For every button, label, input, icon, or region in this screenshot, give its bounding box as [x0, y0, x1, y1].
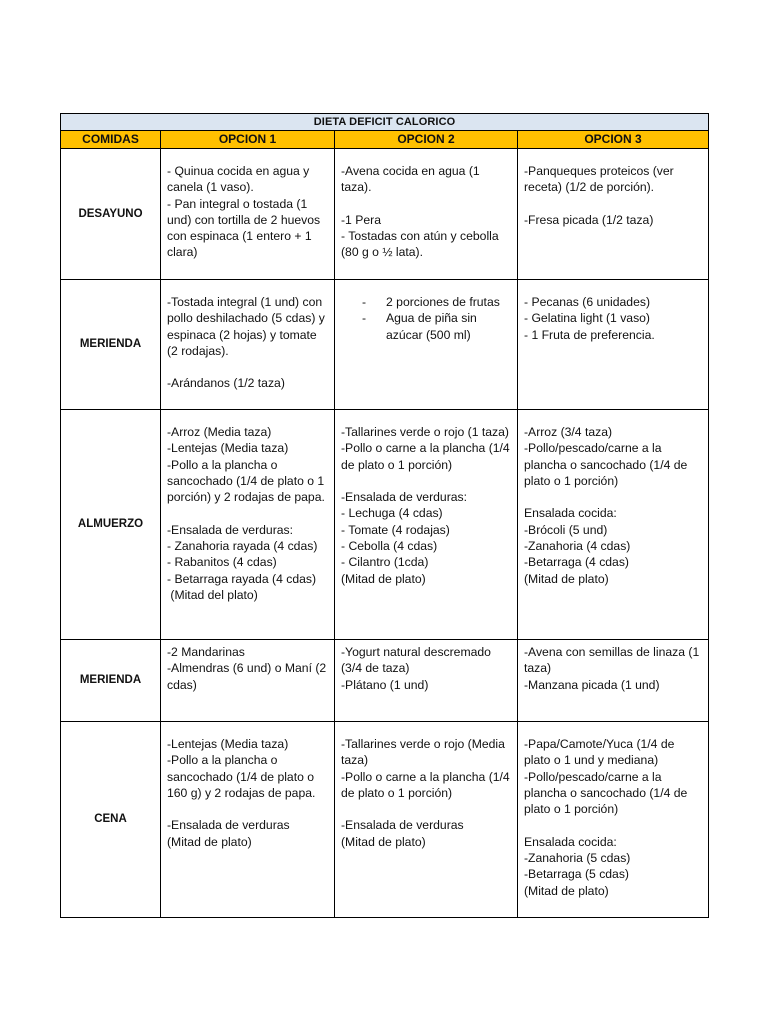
- cell-line: -Manzana picada (1 und): [524, 677, 660, 692]
- cell-line: - Cilantro (1cda): [341, 555, 429, 570]
- desayuno-opcion-3: [518, 149, 709, 280]
- almuerzo-opcion-2: [335, 410, 518, 640]
- cell-line: -2 Mandarinas: [167, 645, 245, 659]
- cell-line: [167, 801, 328, 817]
- cell-line: [524, 489, 702, 505]
- cell-line: - Gelatina light (1 vaso): [524, 311, 650, 326]
- cell-line: (Mitad de plato): [167, 834, 252, 849]
- cell-line: -Pollo/pescado/carne a la plancha o sancochado (1/4 de plato o 1 porción): [524, 769, 691, 817]
- cell-line: (Mitad de plato): [524, 883, 609, 898]
- header-opcion-2: OPCION 2: [335, 131, 518, 149]
- almuerzo-opcion-1: [161, 410, 335, 640]
- cell-line: -Arroz (Media taza): [167, 425, 272, 439]
- cell-line: -Betarraga (5 cdas): [524, 867, 629, 882]
- cell-line: -Pollo a la plancha o sancochado (1/4 de plato o 160 g) y 2 rodajas de papa.: [167, 753, 318, 800]
- cell-line: Ensalada cocida:: [524, 506, 617, 521]
- cell-line: Ensalada cocida:: [524, 834, 617, 849]
- cell-line: -Ensalada de verduras: [167, 818, 290, 833]
- header-opcion-3: OPCION 3: [518, 131, 709, 149]
- cell-line: -Arroz (3/4 taza): [524, 425, 613, 439]
- cell-line: - Pan integral o tostada (1 und) con tortilla de 2 huevos con espinaca (1 entero + 1 clara): [167, 196, 324, 260]
- cell-line: (Mitad de plato): [341, 834, 426, 849]
- cell-line: -Zanahoria (5 cdas): [524, 851, 631, 866]
- cell-line: - Tostadas con atún y cebolla (80 g o ½ lata).: [341, 229, 503, 260]
- cell-line: -Panqueques proteicos (ver receta) (1/2 de porción).: [524, 164, 678, 195]
- cell-line: -1 Pera: [341, 212, 381, 227]
- cell-line: -Almendras (6 und) o Maní (2 cdas): [167, 661, 330, 692]
- cell-line: -Betarraga (4 cdas): [524, 555, 629, 570]
- merienda-1-opcion-3: [518, 280, 709, 410]
- cell-line: - Betarraga rayada (4 cdas): [167, 571, 317, 586]
- cell-line: - Rabanitos (4 cdas): [167, 555, 277, 570]
- cell-line: (Mitad del plato): [167, 587, 258, 602]
- table-title: DIETA DEFICIT CALORICO: [61, 114, 709, 131]
- cell-line: -Pollo o carne a la plancha (1/4 de plato o 1 porción): [341, 441, 514, 472]
- cell-line: -Tostada integral (1 und) con pollo deshilachado (5 cdas) y espinaca (2 hojas) y tomate (2 rodajas).: [167, 295, 329, 358]
- meal-cena: CENA: [61, 722, 161, 918]
- cell-line: - Tomate (4 rodajas): [341, 522, 450, 537]
- cell-line: -Ensalada de verduras:: [167, 522, 294, 537]
- merienda-2-opcion-3: [518, 640, 709, 722]
- cell-line: -Yogurt natural descremado (3/4 de taza): [341, 645, 495, 676]
- fruit-bullet-list: [335, 294, 517, 343]
- cell-line: - Cebolla (4 cdas): [341, 539, 438, 554]
- cell-line: -Lentejas (Media taza): [167, 441, 289, 456]
- almuerzo-opcion-3: [518, 410, 709, 640]
- list-item: - 2 porciones de frutas: [335, 294, 517, 310]
- cell-line: - Pecanas (6 unidades): [524, 295, 651, 309]
- header-opcion-1: OPCION 1: [161, 131, 335, 149]
- cell-line: -Pollo/pescado/carne a la plancha o sancochado (1/4 de plato o 1 porción): [524, 441, 691, 488]
- cell-line: [341, 801, 511, 817]
- cell-line: -Tallarines verde o rojo (1 taza): [341, 425, 509, 439]
- cell-line: - Zanahoria rayada (4 cdas): [167, 539, 318, 554]
- cell-line: [524, 196, 702, 212]
- cell-line: -Ensalada de verduras:: [341, 490, 468, 505]
- cell-line: -Arándanos (1/2 taza): [167, 376, 285, 391]
- cell-line: -Fresa picada (1/2 taza): [524, 212, 654, 227]
- merienda-2-opcion-2: [335, 640, 518, 722]
- cell-line: [167, 359, 328, 375]
- cell-line: (Mitad de plato): [524, 571, 609, 586]
- meal-merienda-1: MERIENDA: [61, 280, 161, 410]
- title-row: [61, 114, 709, 131]
- table-row: [61, 722, 709, 918]
- cell-line: -Papa/Camote/Yuca (1/4 de plato o 1 und y mediana): [524, 737, 678, 768]
- diet-table: [60, 113, 709, 918]
- cell-line: -Avena cocida en agua (1 taza).: [341, 164, 484, 195]
- table-row: [61, 640, 709, 722]
- merienda-1-opcion-1: [161, 280, 335, 410]
- meal-desayuno: DESAYUNO: [61, 149, 161, 280]
- merienda-1-opcion-2: [335, 280, 518, 410]
- cell-line: -Zanahoria (4 cdas): [524, 539, 631, 554]
- cell-line: - Quinua cocida en agua y canela (1 vaso).: [167, 164, 313, 195]
- merienda-2-opcion-1: [161, 640, 335, 722]
- cell-line: -Pollo a la plancha o sancochado (1/4 de plato o 1 porción) y 2 rodajas de papa.: [167, 457, 328, 505]
- cell-line: -Pollo o carne a la plancha (1/4 de plato o 1 porción): [341, 769, 514, 800]
- cell-line: (Mitad de plato): [341, 571, 426, 586]
- meal-almuerzo: ALMUERZO: [61, 410, 161, 640]
- table-row: [61, 410, 709, 640]
- cena-opcion-2: [335, 722, 518, 918]
- cell-line: -Avena con semillas de linaza (1 taza): [524, 645, 703, 676]
- header-row: [61, 131, 709, 149]
- cell-line: [167, 505, 328, 521]
- cell-line: - 1 Fruta de preferencia.: [524, 327, 655, 342]
- cell-line: -Tallarines verde o rojo (Media taza): [341, 737, 509, 768]
- cell-line: [341, 473, 511, 489]
- cell-line: [341, 196, 511, 212]
- header-comidas: COMIDAS: [61, 131, 161, 149]
- table-row: [61, 149, 709, 280]
- cena-opcion-1: [161, 722, 335, 918]
- desayuno-opcion-1: [161, 149, 335, 280]
- cena-opcion-3: [518, 722, 709, 918]
- list-item: - Agua de piña sin azúcar (500 ml): [335, 310, 517, 343]
- table-row: [61, 280, 709, 410]
- cell-line: -Brócoli (5 und): [524, 522, 608, 537]
- desayuno-opcion-2: [335, 149, 518, 280]
- cell-line: -Ensalada de verduras: [341, 818, 464, 833]
- cell-line: [524, 817, 702, 833]
- cell-line: -Plátano (1 und): [341, 677, 429, 692]
- cell-line: - Lechuga (4 cdas): [341, 506, 443, 521]
- cell-line: -Lentejas (Media taza): [167, 737, 289, 751]
- meal-merienda-2: MERIENDA: [61, 640, 161, 722]
